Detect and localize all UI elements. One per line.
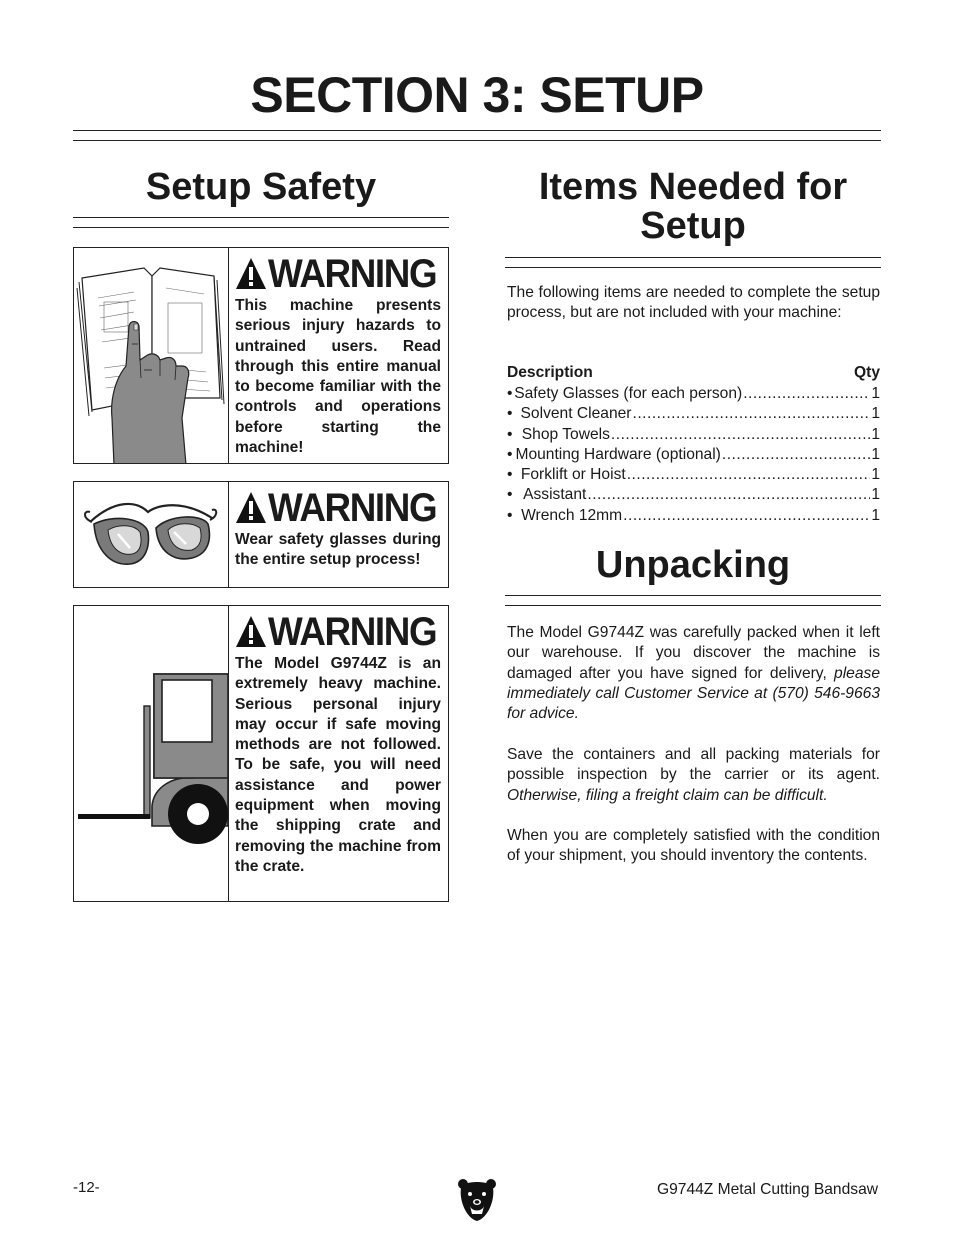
manual-reading-icon	[74, 248, 229, 463]
items-list-header	[507, 364, 880, 382]
unpacking-paragraph-3: When you are completely satisfied with the condition of your shipment, you should inventory the contents.	[507, 827, 880, 865]
warning-label: WARNING	[268, 486, 437, 530]
item-qty: 1	[871, 445, 880, 463]
list-item	[507, 384, 880, 404]
item-name: Assistant	[523, 486, 587, 504]
warning-triangle-icon	[235, 491, 267, 525]
item-qty: 1	[871, 506, 880, 524]
warning-text: The Model G9744Z is an extremely heavy machine. Serious personal injury may occur if safe moving methods are not followed. To be safe, you will need assistance and power equipment when moving the shipping crate and removing the machine from the crate.	[235, 655, 441, 875]
warning-triangle-icon	[235, 257, 267, 291]
item-name: Wrench 12mm	[521, 506, 623, 524]
dot-leader	[611, 425, 870, 445]
item-qty: 1	[871, 385, 880, 402]
bullet: •	[507, 486, 513, 504]
bullet: •	[507, 425, 513, 443]
items-intro: The following items are needed to complete the setup process, but are not included with your machine:	[507, 284, 880, 322]
item-qty: 1	[871, 486, 880, 504]
warning-header	[235, 252, 441, 296]
warning-label: WARNING	[268, 252, 437, 296]
item-qty: 1	[871, 466, 880, 484]
dot-leader	[587, 485, 870, 505]
unpacking-rule-2	[505, 605, 881, 606]
section-title: SECTION 3: SETUP	[250, 67, 704, 123]
unpacking-paragraph-2	[507, 745, 880, 806]
forklift-icon	[74, 606, 229, 901]
warning-label: WARNING	[268, 610, 437, 654]
document-title: G9744Z Metal Cutting Bandsaw	[656, 1181, 878, 1198]
unpacking-rule-1	[505, 595, 881, 596]
bullet: •	[507, 445, 513, 463]
title-rule-top	[73, 130, 881, 131]
bear-logo-icon	[458, 1178, 496, 1227]
warning-text: Wear safety glasses during the entire setup process!	[235, 531, 441, 569]
warning-box-glasses	[73, 481, 449, 588]
items-needed-heading	[505, 168, 881, 246]
warning-box-manual	[73, 247, 449, 464]
item-name: Forklift or Hoist	[520, 466, 626, 484]
warning-text: This machine presents serious injury hazards to untrained users. Read through this entire manual to become familiar with the controls and operations before starting the machine!	[235, 297, 441, 457]
item-name: Safety Glasses (for each person)	[514, 385, 743, 402]
warning-triangle-icon	[235, 615, 267, 649]
page-number: -12-	[73, 1179, 100, 1196]
unpacking-p1-text: The Model G9744Z was carefully packed when it left our warehouse. If you discover the machine is damaged after you have signed for delivery,	[507, 624, 880, 682]
description-header: Description	[507, 364, 593, 381]
item-name: Solvent Cleaner	[520, 405, 632, 423]
setup-safety-rule-2	[73, 227, 449, 228]
dot-leader	[623, 506, 870, 526]
bullet: •	[507, 466, 513, 484]
unpacking-p2-text: Save the containers and all packing materials for possible inspection by the carrier or its agent.	[507, 746, 880, 784]
bullet: •	[507, 385, 513, 402]
unpacking-heading: Unpacking	[595, 544, 791, 586]
list-item	[507, 506, 880, 526]
items-needed-heading-line2: Setup	[640, 205, 746, 247]
items-list	[507, 384, 880, 526]
list-item	[507, 425, 880, 445]
warning-header	[235, 486, 441, 530]
unpacking-p2-italic: Otherwise, filing a freight claim can be difficult.	[507, 786, 828, 804]
items-rule-1	[505, 257, 881, 258]
items-needed-heading-line1: Items Needed for	[538, 166, 848, 208]
dot-leader	[722, 445, 870, 465]
list-item	[507, 465, 880, 485]
unpacking-p1-italic: please immediately call Customer Service at (570) 546-9663 for advice.	[507, 664, 880, 723]
bullet: •	[507, 506, 513, 524]
list-item	[507, 445, 880, 465]
list-item	[507, 404, 880, 424]
dot-leader	[627, 465, 871, 485]
dot-leader	[743, 384, 870, 404]
safety-glasses-icon	[74, 482, 229, 587]
title-rule-bottom	[73, 140, 881, 141]
item-name: Shop Towels	[521, 425, 610, 443]
dot-leader	[633, 404, 871, 424]
list-item	[507, 485, 880, 505]
item-qty: 1	[871, 405, 880, 423]
qty-header: Qty	[854, 364, 880, 381]
unpacking-paragraph-1	[507, 623, 880, 724]
warning-box-heavy	[73, 605, 449, 902]
setup-safety-heading: Setup Safety	[145, 166, 377, 208]
item-qty: 1	[871, 425, 880, 443]
item-name: Mounting Hardware (optional)	[515, 445, 721, 463]
bullet: •	[507, 405, 513, 423]
setup-safety-rule-1	[73, 217, 449, 218]
items-rule-2	[505, 267, 881, 268]
warning-header	[235, 610, 441, 654]
